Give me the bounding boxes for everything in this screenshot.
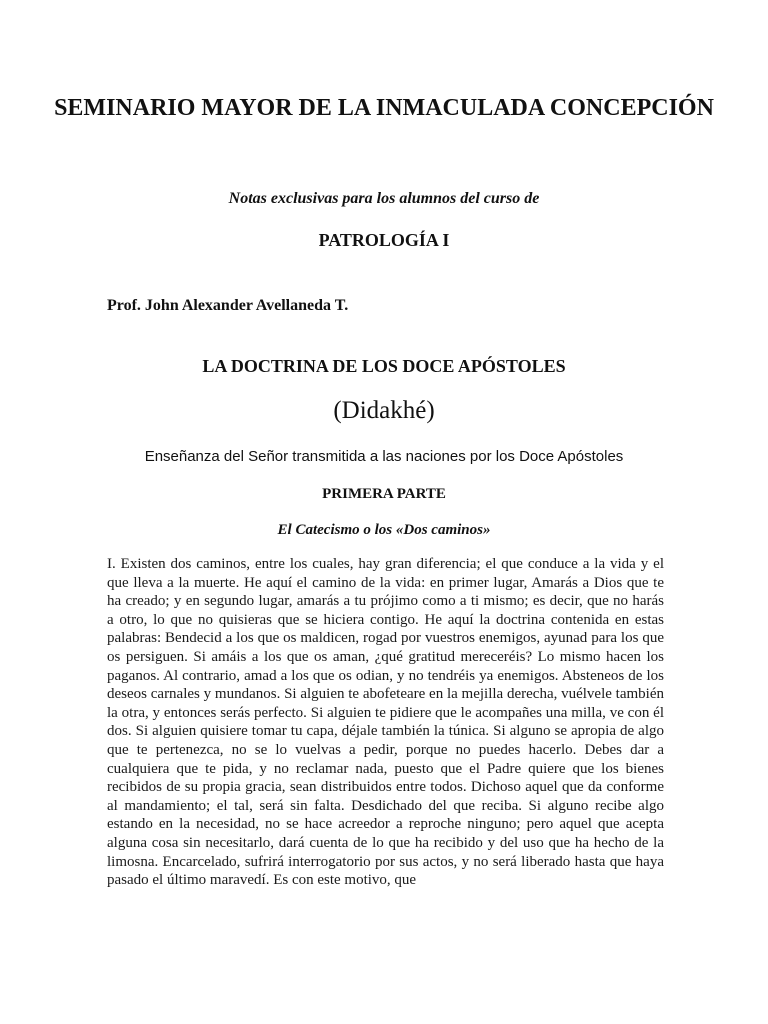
document-title: LA DOCTRINA DE LOS DOCE APÓSTOLES: [202, 356, 566, 376]
professor-name: Prof. John Alexander Avellaneda T.: [107, 297, 349, 314]
seminary-title: SEMINARIO MAYOR DE LA INMACULADA CONCEPCIÓN: [54, 95, 714, 121]
document-description: Enseñanza del Señor transmitida a las naciones por los Doce Apóstoles: [144, 448, 624, 465]
course-note: Notas exclusivas para los alumnos del curso de: [228, 190, 540, 207]
course-name: PATROLOGÍA I: [318, 230, 450, 250]
body-paragraph: I. Existen dos caminos, entre los cuales, hay gran diferencia; el que conduce a la vida y el que lleva a la muerte. He aquí el camino de la vida: en primer lugar, Amarás a Dios que te ha creado; y en segundo lugar, amarás a tu prójimo como a ti mismo; es decir, que no harás a otro, lo que no quisieras que se hiciera contigo. He aquí la doctrina contenida en estas palabras: Bendecid a los que os maldicen, rogad por vuestros enemigos, ayunad para los que os persiguen. Si amáis a los que os aman, ¿qué gratitud mereceréis? Lo mismo hacen los paganos. Al contrario, amad a los que os odian, y no tendréis ya enemigos. Absteneos de los deseos carnales y mundanos. Si alguien te abofeteare en la mejilla derecha, vuélvele también la otra, y entonces serás perfecto. Si alguien te pidiere que le acompañes una milla, ve con él dos. Si alguien quisiere tomar tu capa, déjale también la túnica. Si alguno se apropia de algo que te pertenezca, no se lo vuelvas a pedir, porque no puedes hacerlo. Debes dar a cualquiera que te pida, y no reclamar nada, puesto que el Padre quiere que los bienes recibidos de su propia gracia, sean distribuidos entre todos. Dichoso aquel que da conforme al mandamiento; el tal, será sin falta. Desdichado del que reciba. Si alguno recibe algo estando en la necesidad, no se hace acreedor a reproche ninguno; pero aquel que acepta alguna cosa sin necesitarlo, dará cuenta de lo que ha recibido y del uso que ha hecho de la limosna. Encarcelado, sufrirá interrogatorio por sus actos, y no será liberado hasta que haya pasado el último maravedí. Es con este motivo, que: [107, 556, 664, 889]
document-subtitle: (Didakhé): [333, 397, 435, 424]
part-heading: PRIMERA PARTE: [322, 486, 446, 502]
section-heading: El Catecismo o los «Dos caminos»: [277, 522, 491, 538]
